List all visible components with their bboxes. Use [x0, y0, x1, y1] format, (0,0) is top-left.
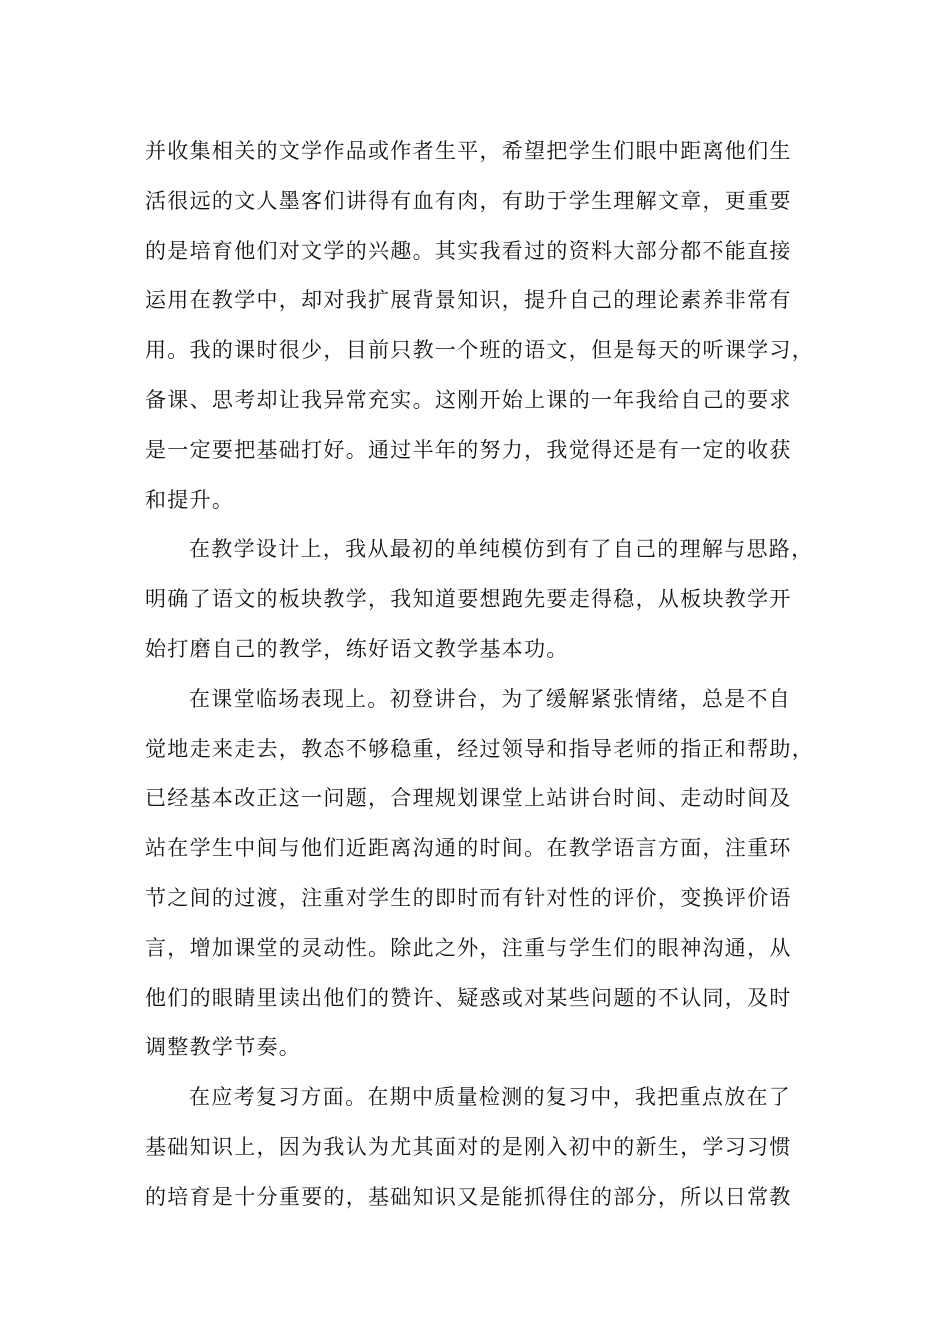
text-line: 觉地走来走去，教态不够稳重，经过领导和指导老师的指正和帮助， — [145, 736, 814, 761]
text-line: 的是培育他们对文学的兴趣。其实我看过的资料大部分都不能直接 — [145, 238, 792, 263]
text-line: 是一定要把基础打好。通过半年的努力，我觉得还是有一定的收获 — [145, 437, 792, 462]
text-line: 运用在教学中，却对我扩展背景知识，提升自己的理论素养非常有 — [145, 288, 792, 313]
text-line: 言，增加课堂的灵动性。除此之外，注重与学生们的眼神沟通，从 — [145, 935, 792, 960]
text-line: 备课、思考却让我异常充实。这刚开始上课的一年我给自己的要求 — [145, 387, 792, 412]
text-line: 活很远的文人墨客们讲得有血有肉，有助于学生理解文章，更重要 — [145, 188, 792, 213]
paragraph-start-line: 在应考复习方面。在期中质量检测的复习中，我把重点放在了 — [189, 1085, 792, 1110]
text-line: 节之间的过渡，注重对学生的即时而有针对性的评价，变换评价语 — [145, 885, 792, 910]
paragraph-start-line: 在教学设计上，我从最初的单纯模仿到有了自己的理解与思路， — [189, 537, 814, 562]
text-line: 和提升。 — [145, 487, 235, 512]
text-line: 始打磨自己的教学，练好语文教学基本功。 — [145, 636, 569, 661]
text-line: 的培育是十分重要的，基础知识又是能抓得住的部分，所以日常教 — [145, 1184, 792, 1209]
text-line: 已经基本改正这一问题，合理规划课堂上站讲台时间、走动时间及 — [145, 786, 792, 811]
text-line: 他们的眼睛里读出他们的赞许、疑惑或对某些问题的不认同，及时 — [145, 985, 792, 1010]
text-line: 并收集相关的文学作品或作者生平，希望把学生们眼中距离他们生 — [145, 139, 792, 163]
text-line: 调整教学节奏。 — [145, 1035, 302, 1060]
paragraph-start-line: 在课堂临场表现上。初登讲台，为了缓解紧张情绪，总是不自 — [189, 686, 792, 711]
text-line: 站在学生中间与他们近距离沟通的时间。在教学语言方面，注重环 — [145, 836, 792, 861]
text-line: 用。我的课时很少，目前只教一个班的语文，但是每天的听课学习， — [145, 338, 814, 363]
body-text — [145, 133, 814, 1229]
text-line: 基础知识上，因为我认为尤其面对的是刚入初中的新生，学习习惯 — [145, 1134, 792, 1159]
text-line: 明确了语文的板块教学，我知道要想跑先要走得稳，从板块教学开 — [145, 587, 792, 612]
